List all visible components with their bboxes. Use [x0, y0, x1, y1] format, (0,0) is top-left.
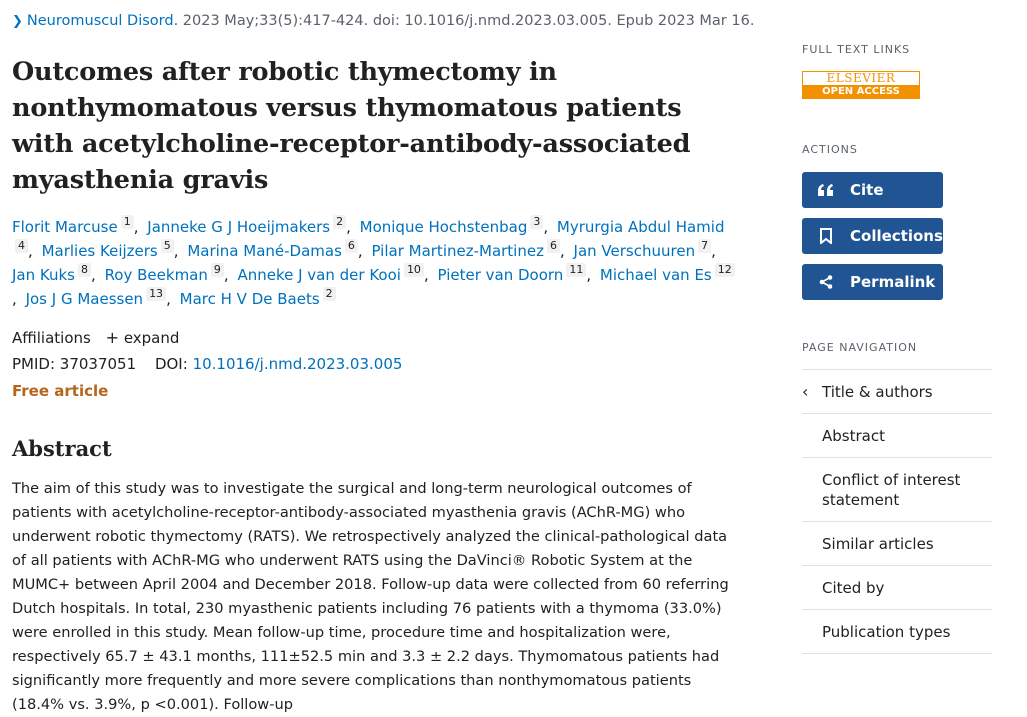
nav-similar-articles[interactable]: Similar articles [802, 522, 992, 566]
abstract-text: The aim of this study was to investigate the surgical and long-term neurological outcomes of patients with acetylcholine-receptor-antibody-associated myasthenia gravis (AChR-MG) who underwent robotic thymectomy (RATS). We retrospectively analyzed the clinical-pathological data of all patients with AChR-MG who underwent RATS using the DaVinci® Robotic System at the MUMC+ between April 2004 and December 2018. Follow-up data were collected from 60 referring Dutch hospitals. In total, 230 myasthenic patients including 76 patients with a thymoma (33.0%) were enrolled in this study. Mean follow-up time, procedure time and hospitalization were, respectively 65.7 ± 43.1 months, 111±52.5 min and 3.3 ± 2.2 days. Thymomatous patients had significantly more frequently and more severe complications than nonthymomatous patients (18.4% vs. 3.9%, p <0.001). Follow-up [12, 480, 729, 713]
full-text-links-label: FULL TEXT LINKS [802, 43, 911, 56]
author-separator: , [12, 290, 17, 308]
affiliation-number[interactable]: 12 [715, 263, 735, 277]
author-link[interactable]: Jan Verschuuren [573, 242, 696, 260]
author-separator: , [357, 242, 363, 260]
doi-link[interactable]: 10.1016/j.nmd.2023.03.005 [192, 355, 403, 373]
affiliations-toggle[interactable] [12, 328, 179, 347]
affiliation-number[interactable]: 13 [146, 287, 166, 301]
author-link[interactable]: Jan Kuks [12, 266, 75, 284]
author-entry [573, 239, 720, 260]
author-link[interactable]: Pieter van Doorn [437, 266, 564, 284]
author-separator: , [586, 266, 592, 284]
author-separator: , [559, 242, 565, 260]
author-link[interactable]: Marlies Keijzers [41, 242, 158, 260]
author-separator: , [173, 242, 179, 260]
quote-icon [816, 184, 836, 196]
author-separator: , [166, 290, 171, 308]
affiliation-number[interactable]: 8 [78, 263, 91, 277]
bookmark-icon [816, 228, 836, 244]
author-entry [187, 239, 366, 260]
actions-label: ACTIONS [802, 143, 858, 156]
chevron-left-icon: ‹ [802, 382, 809, 401]
author-entry [371, 239, 568, 260]
author-separator: , [91, 266, 96, 284]
affiliation-number[interactable]: 2 [323, 287, 336, 301]
author-separator: , [711, 242, 716, 260]
plus-icon: + [105, 328, 120, 347]
author-link[interactable]: Pilar Martinez-Martinez [371, 242, 544, 260]
author-entry [237, 263, 432, 284]
author-separator: , [223, 266, 229, 284]
citation-line [12, 13, 754, 29]
author-entry [179, 287, 336, 308]
author-link[interactable]: Anneke J van der Kooi [237, 266, 401, 284]
affiliation-number[interactable]: 1 [121, 215, 134, 229]
identifiers [12, 355, 402, 373]
affiliation-number[interactable]: 6 [345, 239, 358, 253]
affiliation-number[interactable]: 10 [404, 263, 424, 277]
journal-link[interactable]: Neuromuscul Disord. [26, 13, 179, 29]
affiliation-number[interactable]: 5 [161, 239, 174, 253]
abstract-heading: Abstract [12, 436, 112, 461]
affiliations-label: Affiliations [12, 329, 91, 347]
elsevier-open-access-link[interactable] [802, 71, 920, 99]
affiliation-number[interactable]: 7 [698, 239, 711, 253]
affiliation-number[interactable]: 3 [530, 215, 543, 229]
cite-label: Cite [850, 181, 884, 199]
author-link[interactable]: Florit Marcuse [12, 218, 118, 236]
cite-button[interactable] [802, 172, 943, 208]
free-article-badge: Free article [12, 382, 109, 400]
author-separator: , [133, 218, 139, 236]
author-entry [147, 215, 355, 236]
nav-cited-by[interactable]: Cited by [802, 566, 992, 610]
nav-conflict-of-interest[interactable]: Conflict of interest statement [802, 458, 992, 522]
author-entry [12, 215, 143, 236]
open-access-text: OPEN ACCESS [803, 85, 919, 98]
author-separator: , [28, 242, 33, 260]
permalink-button[interactable] [802, 264, 943, 300]
chevron-right-icon[interactable]: ❯ [12, 14, 23, 29]
author-entry [359, 215, 552, 236]
permalink-label: Permalink [850, 273, 936, 291]
author-entry [25, 287, 175, 308]
author-list [12, 215, 737, 311]
affiliation-number[interactable]: 4 [15, 239, 28, 253]
affiliation-number[interactable]: 11 [566, 263, 586, 277]
author-link[interactable]: Monique Hochstenbag [359, 218, 528, 236]
doi-label: DOI: [154, 355, 188, 373]
author-separator: , [543, 218, 549, 236]
pmid-label: PMID: [12, 355, 56, 373]
author-link[interactable]: Michael van Es [599, 266, 712, 284]
affiliation-number[interactable]: 9 [211, 263, 224, 277]
author-entry [104, 263, 233, 284]
nav-publication-types[interactable]: Publication types [802, 610, 992, 654]
collections-label: Collections [850, 227, 943, 245]
author-link[interactable]: Marc H V De Baets [179, 290, 320, 308]
page-navigation [802, 369, 992, 654]
author-link[interactable]: Myrurgia Abdul Hamid [556, 218, 725, 236]
share-icon [816, 275, 836, 289]
author-link[interactable]: Roy Beekman [104, 266, 208, 284]
elsevier-logo-text: ELSEVIER [826, 71, 896, 85]
author-entry [41, 239, 183, 260]
affiliation-number[interactable]: 6 [547, 239, 560, 253]
nav-title-authors[interactable]: ‹ Title & authors [802, 370, 992, 414]
author-entry [437, 263, 596, 284]
author-entry [12, 263, 100, 284]
page-navigation-label: PAGE NAVIGATION [802, 341, 918, 354]
author-link[interactable]: Marina Mané-Damas [187, 242, 342, 260]
nav-abstract[interactable]: Abstract [802, 414, 992, 458]
article-title: Outcomes after robotic thymectomy in nonthymomatous versus thymomatous patients with acetylcholine-receptor-antibody-associated myasthenia gravis [12, 57, 691, 195]
expand-label: expand [123, 329, 180, 347]
citation-details: 2023 May;33(5):417-424. doi: 10.1016/j.nmd.2023.03.005. Epub 2023 Mar 16. [182, 13, 755, 29]
author-link[interactable]: Janneke G J Hoeijmakers [147, 218, 331, 236]
author-link[interactable]: Jos J G Maessen [25, 290, 144, 308]
collections-button[interactable] [802, 218, 943, 254]
pmid-value: 37037051 [59, 355, 137, 373]
author-separator: , [346, 218, 351, 236]
affiliation-number[interactable]: 2 [333, 215, 346, 229]
author-separator: , [423, 266, 429, 284]
